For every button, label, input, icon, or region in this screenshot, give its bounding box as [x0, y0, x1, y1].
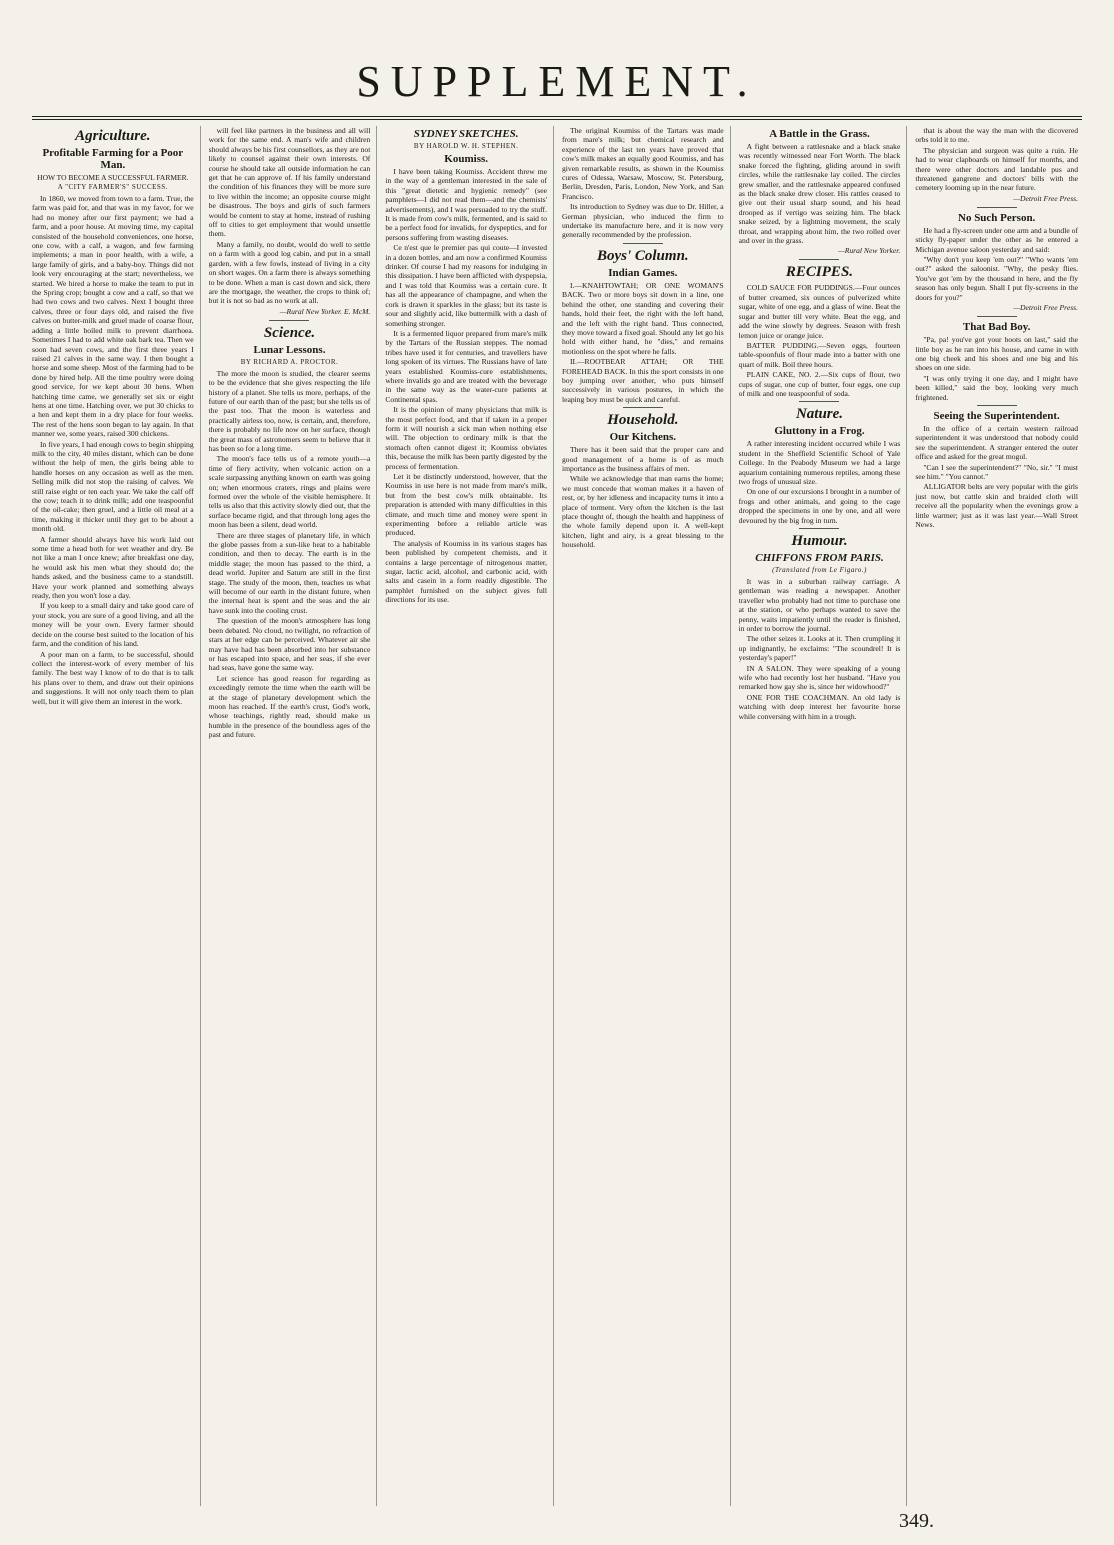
separator	[799, 528, 839, 529]
section-heading: Agriculture.	[75, 128, 151, 144]
separator	[623, 407, 663, 408]
recipe-paragraph: PLAIN CAKE, NO. 2.—Six cups of flour, two cups of sugar, one cup of butter, four eggs, one cup of milk and one teaspoonful of soda.	[738, 370, 901, 398]
article-paragraph: A rather interesting incident occurred while I was student in the Sheffield Scientific School of Yale College. In the Peabody Museum we had a large aquarium containing numerous reptiles, among these two frogs of unusual size.	[738, 439, 901, 486]
separator	[977, 207, 1017, 208]
section-heading: Nature.	[795, 406, 844, 423]
recipe-paragraph: COLD SAUCE FOR PUDDINGS.—Four ounces of butter creamed, six ounces of pulverized white sugar, white of one egg, and a glass of wine. Beat the sugar and butter till very white. Beat the egg, and add the wine slowly by degrees. Season with fresh lemon juice or orange juice.	[738, 283, 901, 340]
article-title: Seeing the Superintendent.	[933, 409, 1060, 422]
masthead: SUPPLEMENT.	[356, 57, 758, 106]
page-number: 349.	[899, 1510, 934, 1532]
article-title: That Bad Boy.	[962, 321, 1031, 334]
section-heading: Household.	[607, 412, 679, 429]
article-byline: BY RICHARD A. PROCTOR.	[240, 357, 339, 366]
article-title: SYDNEY SKETCHES.	[413, 128, 519, 140]
article-paragraph: "Pa, pa! you've got your boots on last," said the little boy as he ran into his house, and came in with one big cheek and his shoes and one big and his shoes on one side.	[915, 335, 1078, 373]
article-paragraph: The more the moon is studied, the clearer seems to be the evidence that she gives respecting the life history of a planet. She tells us more, perhaps, of the future of our earth than of the past; but she tells us of the past too. That the moon is waterless and practically airless too, now, is certain, and, therefore, there is probably no life now on her surface, though the great mass of astronomers seem to believe that it has been so for a long time.	[208, 368, 371, 453]
article-paragraph: There has it been said that the proper care and good management of a home is of as much importance as the business affairs of men.	[562, 445, 724, 473]
article-title: Profitable Farming for a Poor Man.	[42, 147, 184, 171]
article-paragraph: "I was only trying it one day, and I might have been killed," said the boy, looking very much frightened.	[915, 373, 1078, 402]
separator	[977, 405, 1017, 406]
article-paragraph: The physician and surgeon was quite a ruin. He had to wear clapboards on himself for months, and there were other doctors and landable pus and threatened gangrene and doctors' bills with the cemetery looming up in the near future.	[915, 145, 1078, 193]
article-paragraph: While we acknowledge that man earns the home; we must concede that woman makes it a haven of rest, or, by her idleness and incapacity turns it into a place of torment. Very often the kitchen is the last place thought of, though the health and happiness of the whole family depend upon it. A well-kept kitchen, light and airy, is a great blessing to the household.	[562, 474, 724, 550]
column-3	[385, 126, 554, 1506]
article-paragraph: "Why don't you keep 'em out?" "Who wants 'em out?" asked the saloonist. "Why, the pesky flies. You've got 'em by the thousand in here, and the fly season has only begun. Shall I put fly-screens in the doors for you?"	[915, 255, 1078, 302]
column-6	[915, 126, 1084, 1506]
article-title: Our Kitchens.	[609, 431, 677, 444]
article-paragraph: Let it be distinctly understood, however, that the Koumiss in use here is not made from mare's milk, but from the best cow's milk obtainable. Its preparation is attended with many difficulties in this climate, and much time and money were spent in experimenting before a reliable article was produced.	[385, 472, 547, 538]
section-heading: RECIPES.	[785, 264, 854, 281]
separator	[623, 243, 663, 244]
article-paragraph: In five years, I had enough cows to begin shipping milk to the city, 40 miles distant, which can be done without the help of men, the girls being able to handle horses on any occasion as well as the men. Selling milk did not stop the raising of calves. We still raise eight or ten each year. We take the calf off the cow; teach it to drink milk; add one teaspoonful of the oil-cake; then gruel, and a little oil meal at a time, making it thicker until they get to be about a month old.	[32, 439, 194, 534]
recipe-paragraph: BATTER PUDDING.—Seven eggs, fourteen table-spoonfuls of flour made into a batter with one quart of milk. Boil three hours.	[738, 340, 901, 369]
article-title: Gluttony in a Frog.	[774, 425, 865, 438]
article-title: A Battle in the Grass.	[769, 128, 870, 140]
article-paragraph: that is about the way the man with the dicovered orbs told it to me.	[915, 126, 1078, 145]
article-paragraph: Its introduction to Sydney was due to Dr. Hiller, a German physician, who induced the firm to undertake its manufacture here, and it is now very generally recommended by the profession.	[562, 202, 724, 240]
article-title: No Such Person.	[958, 211, 1036, 224]
separator	[799, 259, 839, 260]
separator	[977, 316, 1017, 317]
article-paragraph: IN A SALON. They were speaking of a young wife who had recently lost her husband. "Have you remarked how gay she is, since her widowhood?"	[738, 663, 901, 692]
article-credit: —Rural New Yorker. E. McM.	[279, 306, 371, 316]
article-paragraph: I.—KNAHTOWTAH; OR ONE WOMAN'S BACK. Two or more boys sit down in a line, one behind the other, one standing and covering their hands, hold their feet, the right with the left hand, and the left with the right hand. Thus connected, they move toward a fixed goal. Should any let go his hold with either hand, he "dies," and remains motionless on the spot where he falls.	[562, 280, 724, 356]
article-byline: (Translated from Le Figaro.)	[772, 566, 867, 574]
article-paragraph: In 1860, we moved from town to a farm. True, the farm was paid for, and that was in my favor, for we had no money after our first payment; we had a farm, and a poor house. At moving time, my capital consisted of the household conveniences, one horse, one cow, with a calf, a wagon, and few farming implements; a man in poor health, with a wife, a large family of girls, and a baby-boy. Things did not look very encouraging at the start; nevertheless, we started. We hired a horse to make the team to put in the Spring crop; bought a cow and a calf, so that we had two cows and two calves. Next I bought three calves, three or four days old, and raised the five calves on butter-milk and gruel made of coarse flour, adding a little boiled milk to prevent diarrhoea. Sometimes I had to add white oak bark tea. Then we soon had seven cows, and the first three years I raised 21 calves in the same way. I then bought a horse and some sheep. Most of the farming had to be done by hired help. All the time poultry were doing good service, for we kept about 30 hens. When hatching time came, we generally set six or eight hens at one time. Hatching over, we put 30 chicks to a hen and kept them in a dry place for four weeks. The rest of the hens soon began to lay again. In that manner we, some years, raised 300 chickens.	[32, 194, 194, 439]
article-credit: —Detroit Free Press.	[1013, 193, 1078, 203]
separator	[269, 320, 309, 321]
article-paragraph: It is a fermented liquor prepared from mare's milk by the Tartars of the Russian steppes. The nomad tribes have used it for centuries, and travellers have long spoken of its virtues. The Russians have of late years established Koumiss-cure establishments, where invalids go and are treated with the beverage in the same way as the water-cure patients at Continental spas.	[385, 328, 547, 404]
article-paragraph: Many a family, no doubt, would do well to settle on a farm with a good log cabin, and put in a small garden, with a few fowls, instead of living in a city on short wages. On a farm there is always something to be done. When a man is cast down and sick, there are the mortgage, the weather, the crops to think of; but it is not so bad as no work at all.	[208, 239, 371, 306]
article-byline: A "CITY FARMER'S" SUCCESS.	[57, 183, 168, 191]
article-paragraph: It was in a suburban railway carriage. A gentleman was reading a newspaper. Another traveller who probably had not time to purchase one at the station, or who perhaps wanted to save the penny, waits impatiently until the reader is finished, in order to borrow the journal.	[738, 577, 901, 634]
masthead-rule-lower	[32, 119, 1082, 120]
article-paragraph: Ce n'est que le premier pas qui coute—I invested in a dozen bottles, and am now a confirmed Koumiss drinker. Of course I had my reasons for indulging in this dissipation. I have been afflicted with dyspepsia, and I was told that Koumiss was a certain cure. It has all the appearance of champagne, and when the cork is drawn it sparkles in the glass; but its taste is sour and slightly acid, like buttermilk with a dash of something stronger.	[385, 243, 547, 328]
article-paragraph: Let science has good reason for regarding as exceedingly remote the time when the earth will be at the stage of planetary development which the moon has reached. If the earth's crust, God's work, whose teachings, rightly read, should make us humble in the presence of the boundless ages of the past and future.	[208, 673, 371, 740]
column-1	[32, 126, 201, 1506]
article-title: CHIFFONS FROM PARIS.	[755, 552, 884, 564]
article-paragraph: It is the opinion of many physicians that milk is the most perfect food, and that if taken in a proper form it will nourish a sick man when nothing else will. The objection to ordinary milk is that the stomach often cannot digest it; Koumiss obviates this, because the milk has been partly digested by the process of fermentation.	[385, 405, 547, 471]
article-paragraph: A farmer should always have his work laid out some time a head both for wet weather and dry. Be not like a man I once knew; after breakfast one day, he would ask his men what they should do; the hands asked, and the business came to a standstill. Have your work planned and something always ready, then you won't lose a day.	[32, 534, 194, 601]
article-paragraph: ONE FOR THE COACHMAN. An old lady is watching with deep interest her favourite horse while conversing with him in a trough.	[738, 692, 901, 721]
article-paragraph: will feel like partners in the business and all will work for the same end. A man's wife and children should always be his first counsellors, as they are not likely to counsel against their own interests. Of course he should take all outside information he can get that he can approve of. If his family understand the condition of his finances they will be more sure to live within the income; an opposite course might be disastrous. The boys and girls of such farmers would be content to stay at home, instead of rushing off to cities to get employment that would unsettle them.	[208, 126, 371, 239]
article-paragraph: The original Koumiss of the Tartars was made from mare's milk; but chemical research and experience of the last ten years have proved that cow's milk makes an equally good Koumiss, and has given remarkable results, as shown in the Koumiss cures of Odessa, Warsaw, Moscow, St. Petersburg, Berlin, Dresden, Paris, London, New York, and San Francisco.	[562, 126, 724, 201]
masthead-rule	[32, 116, 1082, 117]
article-paragraph: A poor man on a farm, to be successful, should collect the interest-work of every member of his family. The best way I know of to do that is to talk his plans over to them, and draw out their opinions and suggestions. It will not only teach them to plan well, but it will give them an interest in the work.	[32, 649, 194, 706]
section-heading: Humour.	[791, 533, 848, 549]
article-paragraph: He had a fly-screen under one arm and a bundle of sticky fly-paper under the other as he entered a Michigan avenue saloon yesterday and said:	[915, 225, 1078, 254]
article-credit: —Detroit Free Press.	[1013, 303, 1078, 313]
article-title: Indian Games.	[608, 266, 678, 279]
article-title: Lunar Lessons.	[253, 343, 326, 356]
article-byline: BY HAROLD W. H. STEPHEN.	[413, 142, 519, 150]
article-paragraph: There are three stages of planetary life, in which the globe passes from a sun-like heat to a habitable condition, and then to decay. The earth is in the middle stage; the moon has passed to the third, a dead world. Jupiter and Saturn are still in the first stage. The study of the moon, then, teaches us what will become of our earth in the distant future, when the internal heat is spent and the seas and the air have sunk into the cooling crust.	[208, 530, 371, 615]
article-subtitle: Koumiss.	[444, 153, 489, 165]
article-paragraph: The question of the moon's atmosphere has long been debated. No cloud, no twilight, no refraction of stars at her edge can be perceived. Whatever air she may have had has been absorbed into her substance or has escaped into space, and her seas, if she ever had seas, have gone the same way.	[208, 616, 371, 673]
article-paragraph: On one of our excursions I brought in a number of frogs and other animals, and going to the cage dropped the specimens in one by one, and all were devoured by the big frog in turn.	[738, 487, 901, 525]
article-paragraph: II.—ROOTBEAR ATTAH; OR THE FOREHEAD BACK. In this the sport consists in one boy jumping over another, who puts himself successively in various postures, in which the leaping boy must be quick and careful.	[562, 357, 724, 404]
article-paragraph: "Can I see the superintendent?" "No, sir." "I must see him." "You cannot."	[915, 462, 1078, 481]
columns	[32, 126, 1084, 1506]
column-2	[209, 126, 378, 1506]
separator	[799, 401, 839, 402]
article-credit: —Rural New Yorker.	[837, 246, 901, 256]
column-5	[739, 126, 908, 1506]
article-paragraph: The analysis of Koumiss in its various stages has been published by competent chemists, and it contains a large percentage of nitrogenous matter, sugar, lactic acid, alcohol, and carbonic acid, with salts and casein in a form readily digestible. The pamphlet furnished on the subject gives full directions for its use.	[385, 538, 547, 605]
article-paragraph: The moon's face tells us of a remote youth—a time of fiery activity, when volcanic action on a scale surpassing anything known on earth was going on; when enormous craters, rings and plains were formed over the whole of the visible hemisphere. It tells us also that this activity slowly died out, that the surface became rigid, and that through long ages the moon has been a silent, dead world.	[208, 454, 371, 530]
section-heading: Science.	[263, 324, 316, 341]
section-heading: Boys' Column.	[596, 247, 689, 264]
article-paragraph: I have been taking Koumiss. Accident threw me in the way of a gentleman interested in the sale of this "great dietetic and hygienic remedy" (see pamphlets—I did not read them—and the chemists' advertisements), and I was persuaded to try the stuff. It is made from cow's milk, fermented, and is said to be a perfect food for invalids, for dyspeptics, and for persons suffering from wasting diseases.	[385, 167, 547, 242]
article-paragraph: In the office of a certain western railroad superintendent it was understood that nobody could see the superintendent. A stranger entered the outer office and asked for the great mogul.	[915, 423, 1078, 462]
article-paragraph: ALLIGATOR belts are very popular with the girls just now, but cattle skin and braided cloth will receive all the popularity when the evenings grow a little warmer; just as it was last year.—Wall Street News.	[915, 482, 1078, 529]
article-paragraph: The other seizes it. Looks at it. Then crumpling it up indignantly, he exclaims: "The scoundrel! It is yesterday's paper!"	[738, 634, 901, 663]
article-subtitle: HOW TO BECOME A SUCCESSFUL FARMER.	[37, 173, 189, 182]
column-4	[562, 126, 731, 1506]
article-paragraph: A fight between a rattlesnake and a black snake was recently witnessed near Fort Worth. The black snake forced the fighting, gliding around in swift circles, while the rattlesnake lay coiled. The circles grew smaller, and the rattlesnake appeared confused as the black snake drew closer. His rattles ceased to give out their usual sharp sound, and his head drooped as if vertigo was seizing him. The black snake seized, by a lightning movement, the scaly throat, and wrapping about him, the two rolled over and over in the grass.	[738, 142, 901, 246]
article-paragraph: If you keep to a small dairy and take good care of your stock, you are sure of a good living, and all the money will be your own. Every farmer should decide on the course best suited to the location of his farm, and the condition of his land.	[32, 601, 194, 649]
